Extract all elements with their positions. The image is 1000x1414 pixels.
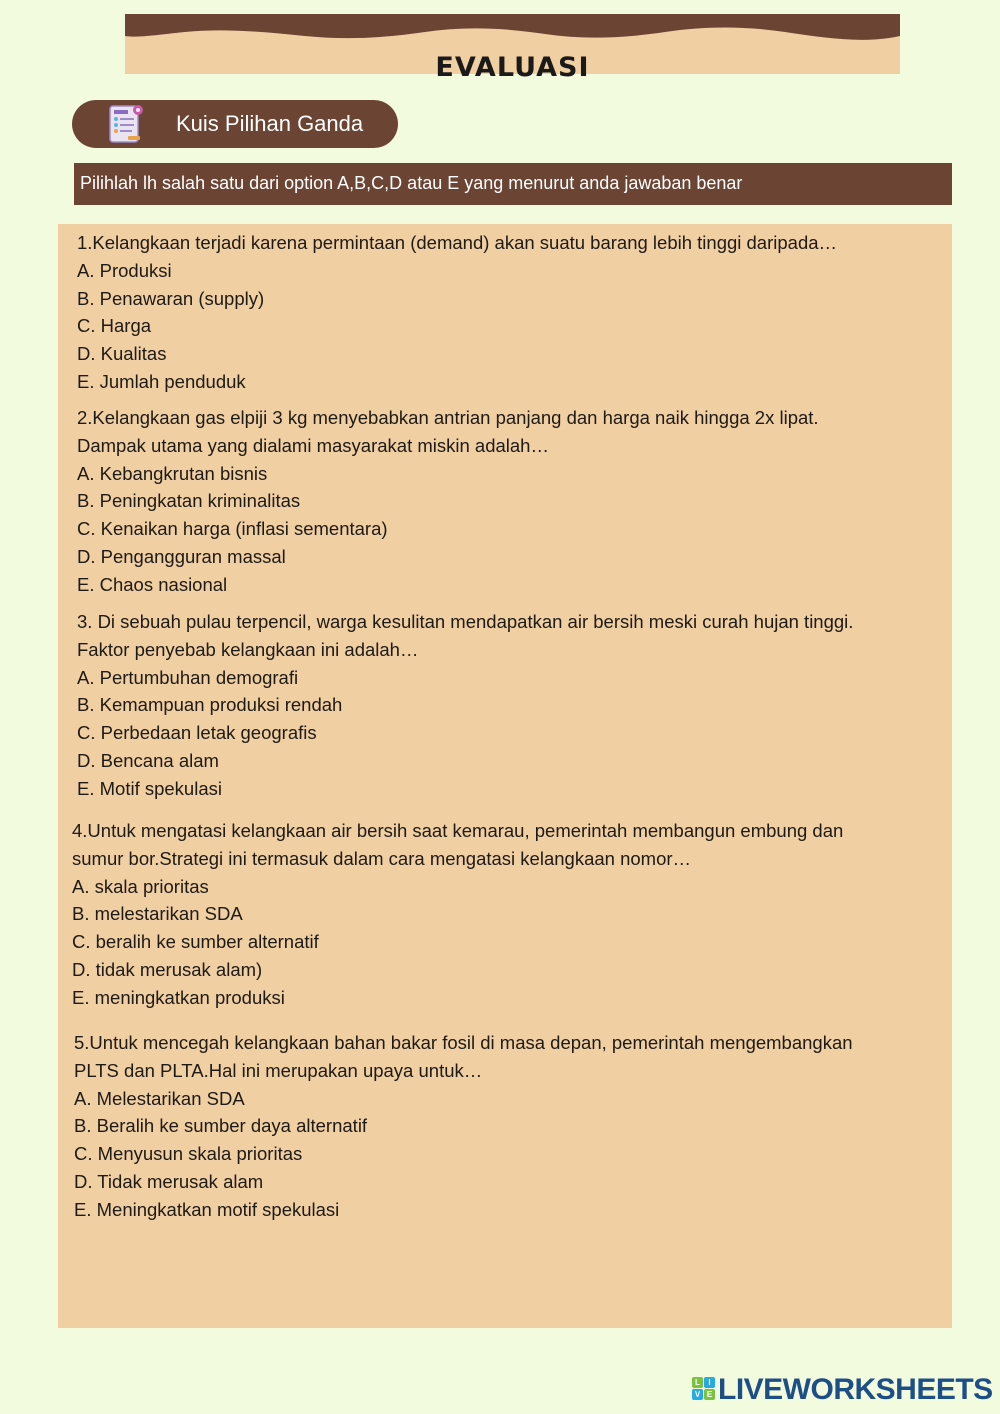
logo-letter-tile: L <box>692 1377 703 1388</box>
questions-panel <box>58 224 952 1328</box>
answer-option-e[interactable]: E. Meningkatkan motif spekulasi <box>74 1198 340 1220</box>
answer-option-d[interactable]: D. Tidak merusak alam <box>74 1170 264 1192</box>
logo-letter-tile: E <box>704 1389 715 1400</box>
question-text: 4.Untuk mengatasi kelangkaan air bersih saat kemarau, pemerintah membangun embung dan <box>72 820 844 841</box>
instruction-bar <box>74 163 952 205</box>
brand-name: LIVEWORKSHEETS <box>718 1373 993 1406</box>
question-text: Faktor penyebab kelangkaan ini adalah… <box>77 638 419 660</box>
answer-option-a[interactable]: A. Kebangkrutan bisnis <box>77 462 268 484</box>
answer-option-c[interactable]: C. Menyusun skala prioritas <box>74 1143 303 1165</box>
question-5 <box>74 1029 853 1224</box>
answer-option-d[interactable]: D. tidak merusak alam) <box>72 958 263 980</box>
answer-option-c[interactable]: C. Perbedaan letak geografis <box>77 722 317 744</box>
question-1 <box>77 229 837 396</box>
answer-option-b[interactable]: B. Penawaran (supply) <box>77 287 265 309</box>
logo-letter-tile: I <box>704 1377 715 1388</box>
question-text: Dampak utama yang dialami masyarakat miskin adalah… <box>77 434 549 456</box>
answer-option-b[interactable]: B. Peningkatan kriminalitas <box>77 490 301 512</box>
question-text: 1.Kelangkaan terjadi karena permintaan (demand) akan suatu barang lebih tinggi daripada… <box>77 232 838 253</box>
quiz-type-label: Kuis Pilihan Ganda <box>176 111 364 136</box>
answer-option-c[interactable]: C. Harga <box>77 315 152 337</box>
question-4 <box>72 817 843 1012</box>
answer-option-a[interactable]: A. Produksi <box>77 259 172 281</box>
question-3 <box>77 608 853 803</box>
header-banner <box>125 14 900 83</box>
question-text: PLTS dan PLTA.Hal ini merupakan upaya untuk… <box>74 1059 483 1081</box>
quiz-type-badge <box>72 100 398 148</box>
answer-option-d[interactable]: D. Pengangguran massal <box>77 545 286 567</box>
question-2 <box>77 404 819 599</box>
answer-option-e[interactable]: E. meningkatkan produksi <box>72 986 285 1008</box>
answer-option-b[interactable]: B. melestarikan SDA <box>72 903 243 925</box>
instruction-text: Pilihlah lh salah satu dari option A,B,C,D atau E yang menurut anda jawaban benar <box>80 173 743 193</box>
page-title: EVALUASI <box>435 52 590 83</box>
answer-option-b[interactable]: B. Kemampuan produksi rendah <box>77 694 343 716</box>
answer-option-d[interactable]: D. Bencana alam <box>77 749 219 771</box>
question-text: 5.Untuk mencegah kelangkaan bahan bakar fosil di masa depan, pemerintah mengembangkan <box>74 1032 853 1053</box>
quiz-document-icon <box>104 102 148 146</box>
logo-letter-tile: V <box>692 1389 703 1400</box>
answer-option-c[interactable]: C. Kenaikan harga (inflasi sementara) <box>77 518 388 540</box>
question-text: 2.Kelangkaan gas elpiji 3 kg menyebabkan antrian panjang dan harga naik hingga 2x lipat. <box>77 407 819 428</box>
answer-option-d[interactable]: D. Kualitas <box>77 343 167 365</box>
liveworksheets-mark-icon <box>692 1377 716 1401</box>
answer-option-a[interactable]: A. skala prioritas <box>72 875 209 897</box>
answer-option-e[interactable]: E. Jumlah penduduk <box>77 370 246 392</box>
liveworksheets-logo[interactable] <box>692 1373 992 1407</box>
question-text: sumur bor.Strategi ini termasuk dalam cara mengatasi kelangkaan nomor… <box>72 847 692 869</box>
answer-option-e[interactable]: E. Motif spekulasi <box>77 777 222 799</box>
answer-option-c[interactable]: C. beralih ke sumber alternatif <box>72 931 319 953</box>
answer-option-e[interactable]: E. Chaos nasional <box>77 573 228 595</box>
answer-option-a[interactable]: A. Melestarikan SDA <box>74 1087 245 1109</box>
question-text: 3. Di sebuah pulau terpencil, warga kesulitan mendapatkan air bersih meski curah hujan tinggi. <box>77 611 854 632</box>
answer-option-a[interactable]: A. Pertumbuhan demografi <box>77 666 299 688</box>
answer-option-b[interactable]: B. Beralih ke sumber daya alternatif <box>74 1115 368 1137</box>
